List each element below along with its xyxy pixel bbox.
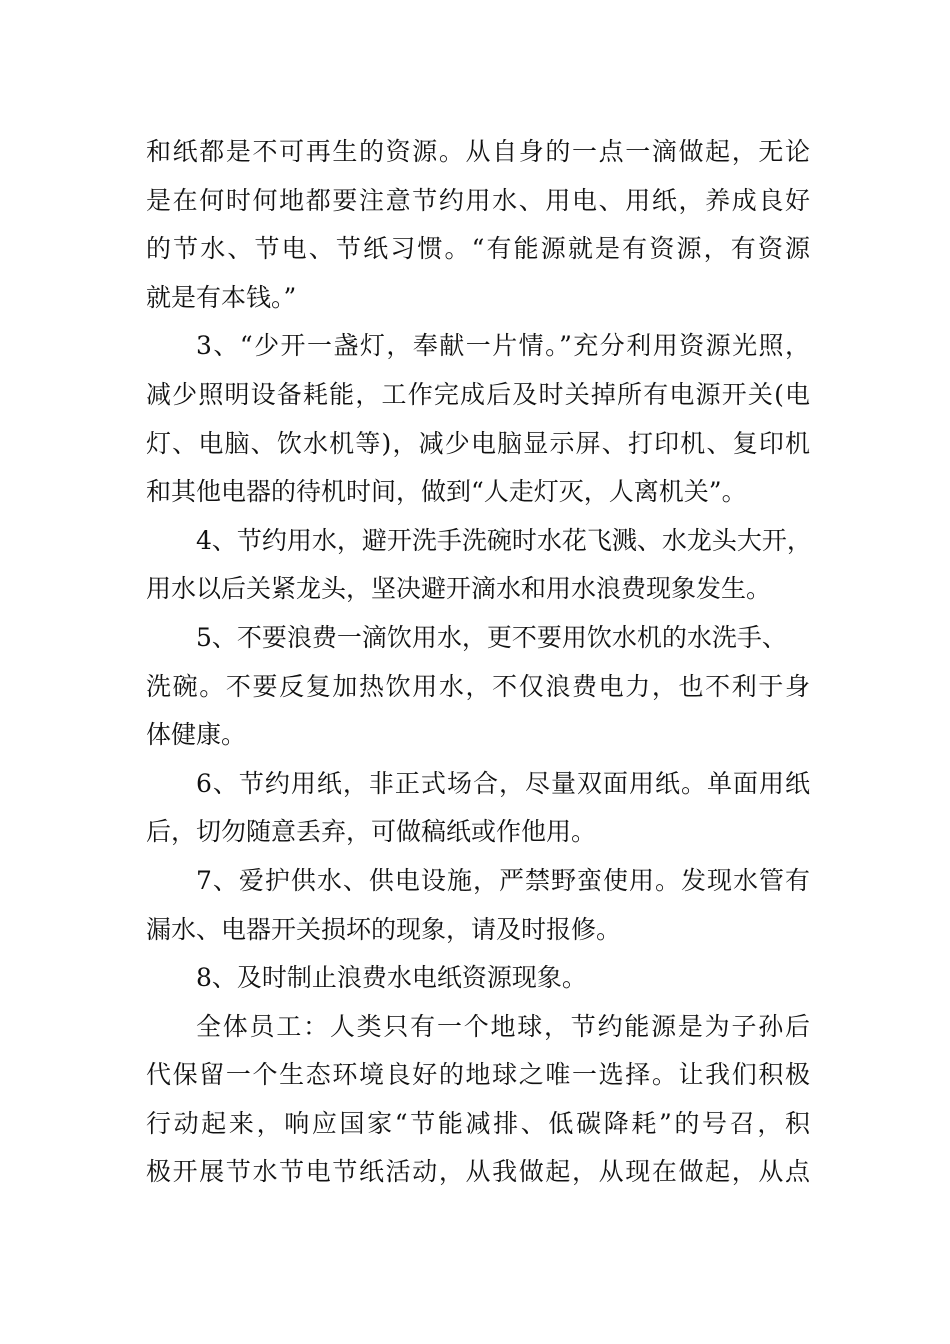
text-line: 用水以后关紧龙头，坚决避开滴水和用水浪费现象发生。 <box>146 574 772 604</box>
text-line: 行动起来，响应国家“节能减排、低碳降耗”的号召，积 <box>146 1108 810 1138</box>
text-line: 就是有本钱。” <box>146 282 297 312</box>
text-line: 灯、电脑、饮水机等)，减少电脑显示屏、打印机、复印机 <box>146 428 810 458</box>
paragraph-start-line: 4、节约用水，避开洗手洗碗时水花飞溅、水龙头大开， <box>196 525 812 555</box>
paragraph-start-line: 8、及时制止浪费水电纸资源现象。 <box>196 963 587 993</box>
paragraph-start-line: 5、不要浪费一滴饮用水，更不要用饮水机的水洗手、 <box>196 622 787 652</box>
text-line: 后，切勿随意丢弃，可做稿纸或作他用。 <box>146 817 597 847</box>
text-line: 洗碗。不要反复加热饮用水，不仅浪费电力，也不利于身 <box>146 671 810 701</box>
text-line: 的节水、节电、节纸习惯。“有能源就是有资源，有资源 <box>146 234 810 264</box>
paragraph-start-line: 3、“少开一盏灯，奉献一片情。”充分利用资源光照， <box>196 331 810 361</box>
text-line: 减少照明设备耗能，工作完成后及时关掉所有电源开关(电 <box>146 379 810 409</box>
text-line: 极开展节水节电节纸活动，从我做起，从现在做起，从点 <box>146 1157 810 1187</box>
document-body <box>146 128 810 1197</box>
text-line: 体健康。 <box>146 720 247 750</box>
text-line: 代保留一个生态环境良好的地球之唯一选择。让我们积极 <box>146 1060 810 1090</box>
paragraph-start-line: 7、爱护供水、供电设施，严禁野蛮使用。发现水管有 <box>196 865 810 895</box>
text-line: 漏水、电器开关损坏的现象，请及时报修。 <box>146 914 622 944</box>
paragraph-start-line: 6、节约用纸，非正式场合，尽量双面用纸。单面用纸 <box>196 768 810 798</box>
paragraph-start-line: 全体员工：人类只有一个地球，节约能源是为子孙后 <box>196 1011 810 1041</box>
text-line: 和纸都是不可再生的资源。从自身的一点一滴做起，无论 <box>146 137 810 166</box>
text-line: 和其他电器的待机时间，做到“人走灯灭，人离机关”。 <box>146 477 747 507</box>
text-line: 是在何时何地都要注意节约用水、用电、用纸，养成良好 <box>146 185 810 215</box>
